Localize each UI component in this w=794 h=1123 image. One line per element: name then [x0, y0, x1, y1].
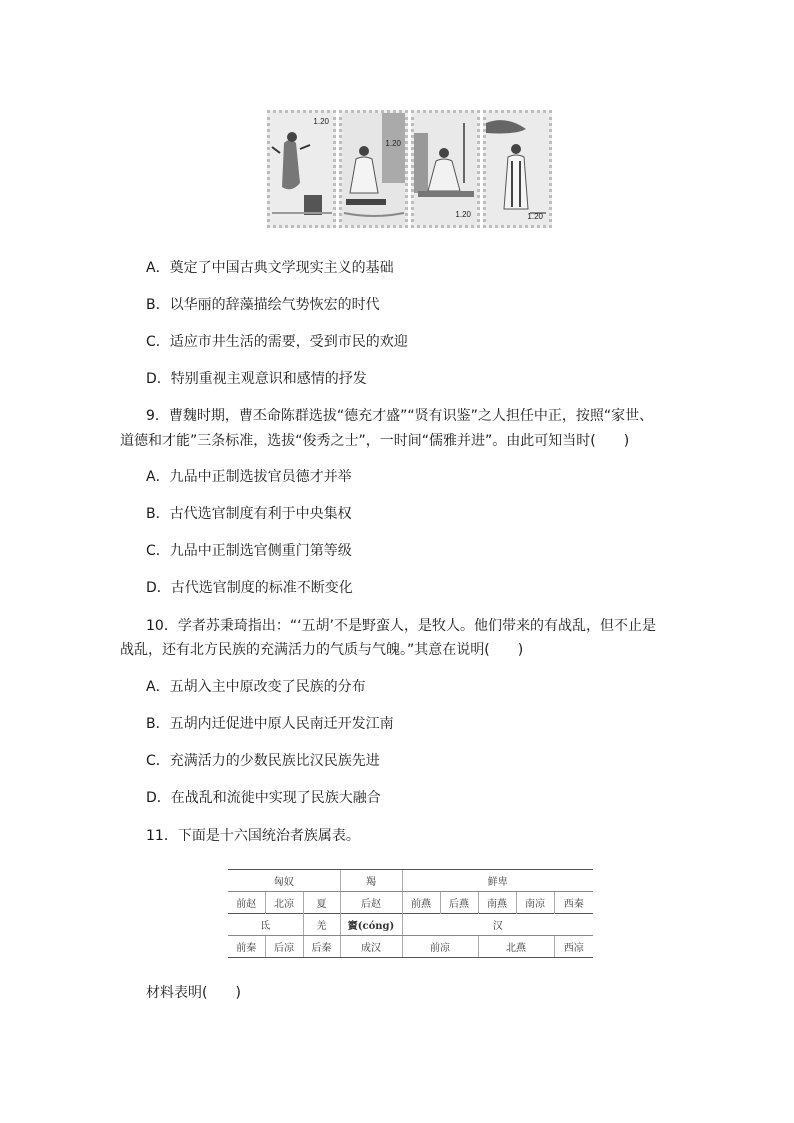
figure-illustration-2	[342, 113, 405, 225]
q9-option-b: B．古代选官制度有利于中央集权	[146, 506, 352, 522]
table-cell: 前赵	[236, 899, 257, 910]
table-cell: 賨(cóng)	[340, 914, 402, 936]
q10-stem-line-2: 战乱，还有北方民族的充满活力的气质与气魄。”其意在说明( )	[120, 642, 524, 658]
stamp-denomination: 1.20	[527, 212, 543, 221]
q9-stem-line-1: 9．曹魏时期，曹丕命陈群选拔“德充才盛”“贤有识鉴”之人担任中正，按照“家世、	[146, 408, 654, 424]
q8-option-a: A．奠定了中国古典文学现实主义的基础	[146, 260, 394, 276]
q9-option-a: A．九品中正制选拔官员德才并举	[146, 469, 352, 485]
q10-stem-line-1: 10．学者苏秉琦指出：“‘五胡’不是野蛮人，是牧人。他们带来的有战乱，但不止是	[146, 618, 656, 634]
table-cell: 前凉	[402, 936, 478, 958]
table-cell: 氐	[228, 914, 303, 936]
table-cell: 后赵	[340, 892, 402, 914]
table-cell: 后凉	[265, 936, 303, 958]
table-row	[228, 870, 593, 892]
q10-option-c: C．充满活力的少数民族比汉民族先进	[146, 753, 380, 769]
table-cell: 西秦	[554, 892, 593, 914]
q10-option-b: B．五胡内迁促进中原人民南迁开发江南	[146, 716, 394, 732]
stamp-3	[411, 110, 480, 228]
tribe-table	[228, 869, 593, 958]
table-cell: 后燕	[440, 892, 478, 914]
table-cell: 南凉	[516, 892, 554, 914]
table-cell: 后秦	[303, 936, 340, 958]
table-cell: 羯	[340, 870, 402, 892]
table-cell: 夏	[303, 892, 340, 914]
table-cell: 成汉	[340, 936, 402, 958]
table-cell: 鲜卑	[402, 870, 593, 892]
table-cell: 羌	[303, 914, 340, 936]
q8-option-b: B．以华丽的辞藻描绘气势恢宏的时代	[146, 297, 380, 313]
table-cell: 南燕	[478, 892, 516, 914]
stamp-4	[483, 110, 552, 228]
q9-option-c: C．九品中正制选官侧重门第等级	[146, 543, 352, 559]
table-cell: 北凉	[265, 892, 303, 914]
table-cell: 前秦	[228, 936, 265, 958]
q8-option-c: C．适应市井生活的需要，受到市民的欢迎	[146, 334, 408, 350]
stamp-1	[267, 110, 336, 228]
q9-stem-line-2: 道德和才能”三条标准，选拔“俊秀之士”，一时间“儒雅并进”。由此可知当时( )	[120, 433, 630, 449]
table-cell: 汉	[402, 914, 593, 936]
q9-option-d: D．古代选官制度的标准不断变化	[146, 580, 353, 596]
figure-illustration-4	[486, 113, 549, 225]
table-cell: 匈奴	[228, 870, 340, 892]
stamp-2	[339, 110, 408, 228]
figure-illustration-3	[414, 113, 477, 225]
table-cell: 前燕	[402, 892, 440, 914]
stamp-set-image	[267, 110, 553, 228]
stamp-denomination: 1.20	[313, 117, 329, 126]
q11-stem: 11．下面是十六国统治者族属表。	[146, 828, 360, 844]
q10-option-a: A．五胡入主中原改变了民族的分布	[146, 679, 366, 695]
q8-option-d: D．特别重视主观意识和感情的抒发	[146, 371, 367, 387]
stamp-denomination: 1.20	[455, 210, 471, 219]
table-row	[228, 914, 593, 936]
table-cell: 北燕	[478, 936, 554, 958]
figure-illustration-1	[270, 113, 333, 225]
q11-followup: 材料表明( )	[146, 985, 241, 1001]
table-row	[228, 892, 593, 914]
table-cell: 西凉	[554, 936, 593, 958]
stamp-denomination: 1.20	[385, 139, 401, 148]
q10-option-d: D．在战乱和流徙中实现了民族大融合	[146, 790, 381, 806]
table-row	[228, 936, 593, 958]
